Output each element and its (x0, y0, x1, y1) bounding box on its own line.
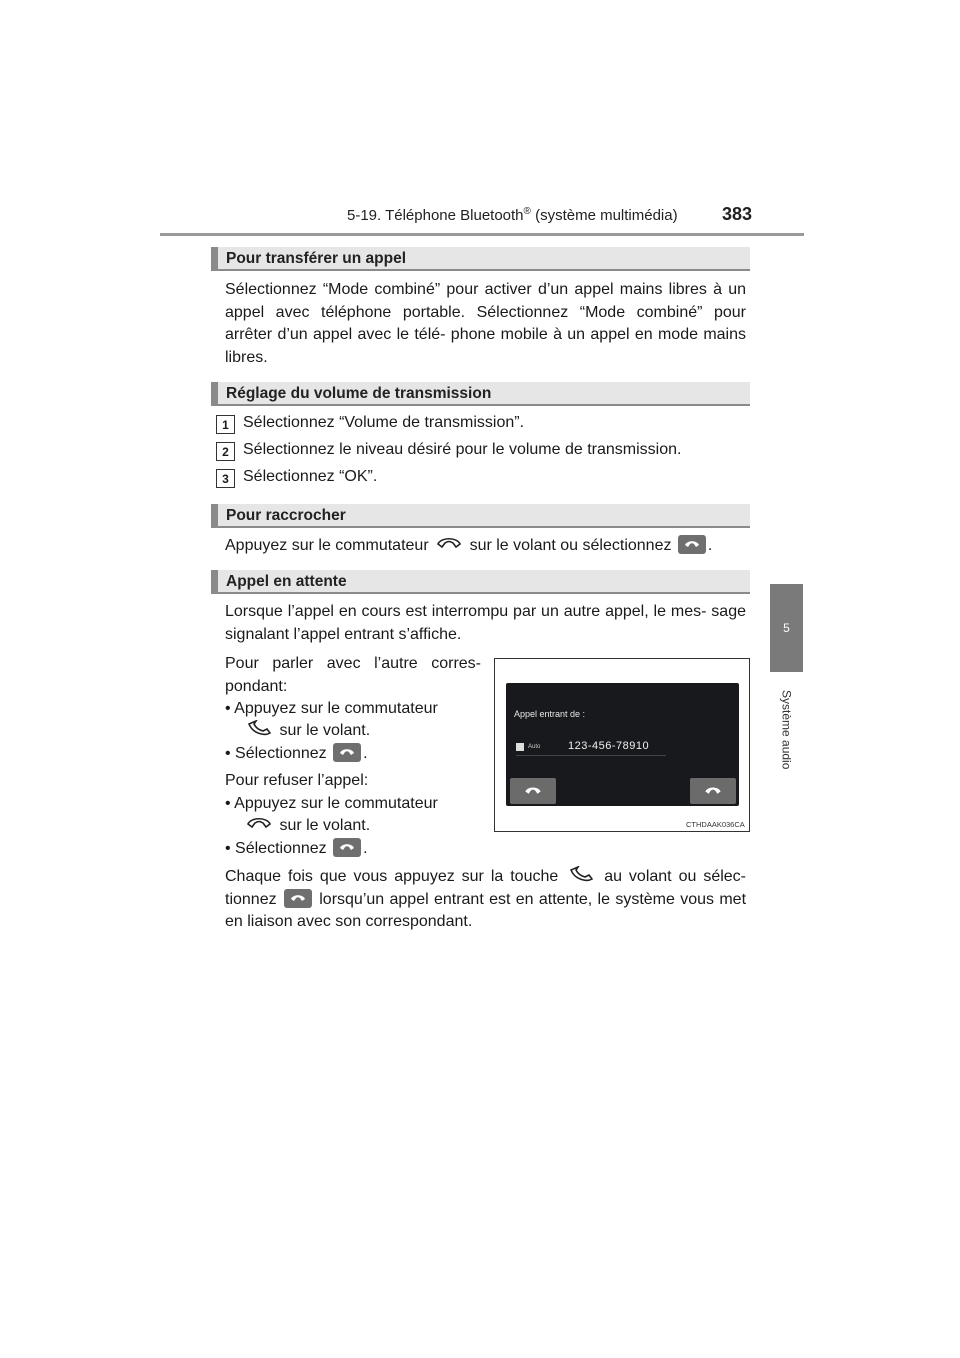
step-number-1: 1 (216, 415, 235, 434)
chapter-tab-label: Système audio (779, 690, 794, 770)
answer-button-icon (284, 889, 312, 908)
section-heading-hangup: Pour raccrocher (211, 504, 750, 528)
illustration-code: CTHDAAK036CA (686, 820, 745, 829)
step-number-2: 2 (216, 442, 235, 461)
hang-up-button-icon (678, 535, 706, 554)
section-heading-volume: Réglage du volume de transmission (211, 382, 750, 406)
answer-button-icon (333, 743, 361, 762)
hangup-text: Appuyez sur le commutateur sur le volant ou sélectionnez . (225, 537, 713, 554)
waiting-intro: Lorsque l’appel en cours est interrompu par un autre appel, le mes- sage signalant l’appel entrant s’affiche. (225, 603, 746, 643)
hang-up-button-icon (333, 838, 361, 857)
hang-up-switch-icon (246, 815, 272, 833)
screen-title: Appel entrant de : (514, 709, 586, 719)
page-number: 383 (722, 204, 753, 224)
talk-bullet-2: • Sélectionnez . (225, 745, 368, 762)
transfer-text: Sélectionnez “Mode combiné” pour activer d’un appel mains libres à un appel avec téléphone portable. Sélectionnez “Mode combiné” pour arrêter d’un appel avec le télé- phone mobile à un appel en mode mains libres. (225, 281, 746, 366)
answer-call-button (510, 778, 556, 804)
step-number-3: 3 (216, 469, 235, 488)
talk-bullet-1: • Appuyez sur le commutateur (225, 700, 438, 717)
caller-checkbox (516, 743, 524, 751)
refuse-bullet-1-cont: sur le volant. (243, 815, 370, 838)
talk-bullet-1-cont: sur le volant. (243, 720, 370, 743)
step-text-3: Sélectionnez “OK”. (243, 468, 378, 485)
refuse-label: Pour refuser l’appel: (225, 772, 369, 789)
running-header: 5-19. Téléphone Bluetooth® (système multimédia) (347, 206, 678, 224)
step-text-2: Sélectionnez le niveau désiré pour le volume de transmission. (243, 441, 682, 458)
caller-auto-label: Auto (528, 744, 541, 750)
waiting-closing: Chaque fois que vous appuyez sur la touche au volant ou sélec- tionnez lorsqu’un appel entrant est en attente, le système vous met en liaison avec son correspondant. (225, 868, 747, 930)
hang-up-switch-icon (436, 535, 462, 553)
incoming-call-screen (506, 683, 739, 806)
decline-call-button (690, 778, 736, 804)
caller-phone-number: 123-456-78910 (568, 740, 650, 752)
answer-switch-icon (246, 720, 272, 738)
answer-switch-icon (568, 866, 594, 884)
step-text-1: Sélectionnez “Volume de transmission”. (243, 414, 525, 431)
header-rule (160, 233, 804, 236)
section-heading-waiting: Appel en attente (211, 570, 750, 594)
talk-label: Pour parler avec l’autre corres- pondant: (225, 655, 481, 695)
chapter-tab: 5 (770, 584, 803, 672)
refuse-bullet-1: • Appuyez sur le commutateur (225, 795, 438, 812)
refuse-bullet-2: • Sélectionnez . (225, 840, 368, 857)
answer-phone-icon (524, 785, 542, 797)
hang-up-phone-icon (704, 785, 722, 797)
section-heading-transfer: Pour transférer un appel (211, 247, 750, 271)
